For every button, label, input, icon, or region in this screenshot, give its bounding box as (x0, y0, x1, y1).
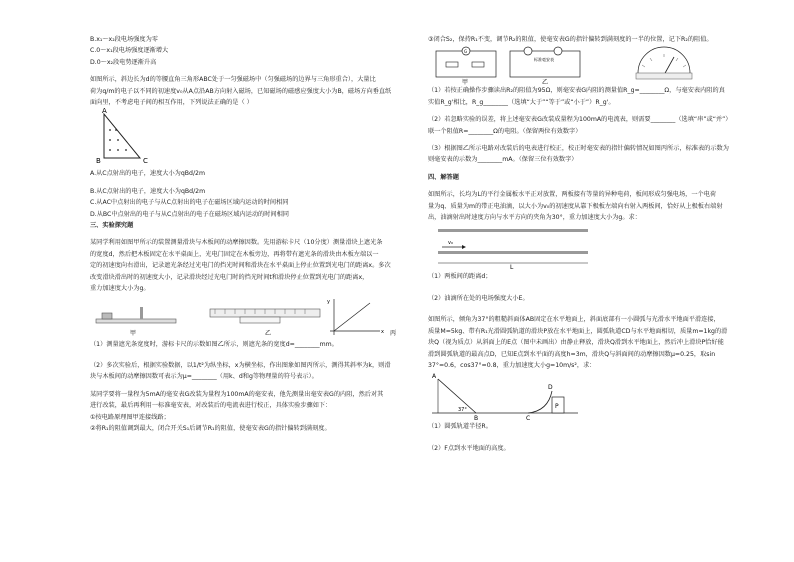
sub-question: 联一个阻值R=________Ω的电阻。（保留两位有效数字） (428, 127, 582, 135)
length-label: L (510, 264, 514, 272)
label-b: B (474, 415, 479, 422)
left-column (90, 34, 420, 434)
circuit-figure (428, 45, 758, 85)
label-c: C (526, 415, 531, 422)
question-text: 如图所示，长均为L的平行金属板水平正对放置，两板接有等量的异种电荷，板间形成匀强电场，一个电荷 (428, 191, 717, 199)
question-text: 进行改装，最后再利用一标准毫安表，对改装后的电流表进行校正，具体实验步骤如下： (90, 402, 332, 410)
axis-x: x (381, 328, 384, 335)
fig-label-yi: 乙 (542, 79, 549, 86)
question-text: ①按电路原理图甲连接线路； (90, 413, 170, 421)
option-c: C.0～x₁段电场强度逐渐增大 (90, 47, 169, 55)
label-b: B (96, 157, 101, 166)
apparatus-figure (90, 295, 420, 339)
sub-question: 块与木板间的动摩擦因数可表示为μ=________（用k、d和g等物理量的符号表示）。 (90, 373, 318, 381)
label-p: P (555, 403, 559, 411)
slope-figure (428, 371, 758, 421)
sub-question: 实值R_g'相比，R_g________（选填“大于”“等于”或“小于”）R_g'。 (428, 98, 615, 106)
question-text: ②将R₁的阻值调到最大，闭合开关S₁后调节R₁的阻值，使毫安表G的指针偏转到满刻度。 (90, 424, 331, 432)
sub-question: （2）多次实验后，根据实验数据，以1/t²为纵坐标，x为横坐标，作出图象如图丙所示，测得其斜率为k，则滑 (90, 361, 391, 369)
question-text: 滑到圆弧轨道的最高点D，已知E点到水平面的高度h=3m，滑块Q与斜面间的动摩擦因数μ=0.25，取sin (428, 350, 716, 358)
question-text: 面向里，不考虑电子间的相互作用，下列说法正确的是（ ） (90, 99, 253, 107)
right-column (428, 34, 758, 454)
section-heading: 四、解答题 (428, 173, 459, 181)
section-heading: 三、实验探究题 (90, 222, 134, 230)
axis-y: y (327, 298, 330, 305)
label-a: A (102, 108, 107, 116)
sub-question: （1）两板间的距离d； (428, 273, 492, 281)
triangle-figure (90, 108, 420, 168)
question-text: 量为q、质量为m的带正电油滴，以大小为v₀的初速度从靠下极板左端向右射入两板间，恰好从上极板右端射 (428, 202, 723, 210)
std-meter-label: 标准毫安表 (534, 57, 554, 63)
plates-figure (428, 223, 758, 271)
option-c: C.从AC中点射出的电子与从C点射出的电子在磁场区域内运动的时间相同 (90, 199, 289, 207)
option-b: B.从C点射出的电子，速度大小为qBd/2m (90, 187, 206, 195)
question-text: 块Q（视为质点）从斜面上的E点（图中未画出）由静止释放，滑块Q滑到水平地面上，然后冲上滑块P恰好能 (428, 339, 724, 347)
sub-question: （1）圆弧轨道半径R。 (428, 423, 492, 431)
question-text: 质量M=5kg、带有R₁光滑圆弧轨道的滑块P放在水平地面上，圆弧轨道CD与水平地面相切，质量m=1kg的滑 (428, 327, 728, 335)
sub-question: （2）油滴所在处的电场强度大小E。 (428, 294, 529, 302)
fig-label-jia: 甲 (130, 329, 137, 337)
question-text: 出，油滴射出时速度方向与水平方向的夹角为30°，重力加速度大小为g。求： (428, 214, 641, 222)
sub-question: （1）若按正确操作步骤读出R₂的阻值为95Ω，则毫安表G内阻的测量值R_g=________Ω，与毫安表内阻的真 (428, 87, 725, 95)
meter-g: G (464, 49, 468, 55)
sub-question: （1）测量遮光条宽度时，游标卡尺的示数如图乙所示，则遮光条的宽度d=________mm。 (90, 340, 338, 348)
question-text: 37°=0.6，cos37°=0.8，重力加速度大小g=10m/s²，求： (428, 361, 596, 369)
v0-label: v₀ (448, 240, 453, 247)
question-text: 定的初速度向右滑出，记录遮光条经过光电门的挡光时间和滑块在水平桌面上停止位置到光电门的距离x。多次 (90, 262, 391, 270)
sub-question: （2）F点到水平地面的高度。 (428, 444, 510, 452)
option-d: D.0～x₂段电势逐渐升高 (90, 58, 157, 66)
step-text: ③闭合S₂，保持R₁不变，调节R₂的阻值，使毫安表G的指针偏转到满刻度的一半的位置，记下R₂的阻值。 (428, 36, 713, 43)
question-text: 的宽度d，然后把木板固定在水平桌面上，光电门固定在木板旁边，再将带有遮光条的滑块由木板左端以一 (90, 250, 379, 258)
label-a: A (432, 373, 437, 381)
question-text: 某同学要将一量程为5mA的毫安表G改装为量程为100mA的毫安表，他先测量出毫安表G的内阻，然后对其 (90, 390, 384, 398)
fig-label-bing: 丙 (390, 329, 397, 337)
label-c: C (143, 157, 148, 166)
option-b: B.x₁～x₂段电场强度为零 (90, 36, 158, 43)
option-a: A.从C点射出的电子，速度大小为qBd/2m (90, 170, 205, 178)
question-text: 某同学利用如图甲所示的装置测量滑块与木板间的动摩擦因数。先用游标卡尺（10分度）测量滑块上遮光条 (90, 239, 383, 247)
angle-label: 37° (458, 407, 467, 414)
question-text: 改变滑块滑出时的初速度大小，记录滑块经过光电门时的挡光时间t和滑块停止位置到光电门的距离x， (90, 273, 369, 281)
question-text: 如图所示，斜边长为d的等腰直角三角形ABC处于一匀强磁场中（匀强磁场的边界与三角形重合），大量比 (90, 76, 376, 84)
sub-question: （3）根据图乙所示电路对改装后的电表进行校正，校正时毫安表的指针偏转情况如图丙所示，标准表的示数为 (428, 145, 729, 153)
option-d: D.从BC中点射出的电子与从C点射出的电子在磁场区域内运动的时间相同 (90, 210, 289, 218)
fig-label-yi: 乙 (265, 329, 272, 337)
sub-question: （2）若忽略实验的误差，将上述毫安表G改装成量程为100mA的电流表，则需要________（选填“串”或“并”） (428, 116, 732, 124)
question-text: 如图所示，倾角为37°的粗糙斜面体AB固定在水平地面上，斜面底部有一小圆弧与光滑水平地面平滑连接， (428, 316, 720, 324)
fig-label-jia: 甲 (462, 79, 469, 86)
sub-question: 则毫安表的示数为________mA。（保留三位有效数字） (428, 156, 578, 164)
question-text: 重力加速度大小为g。 (90, 285, 150, 293)
label-d: D (548, 384, 553, 392)
question-text: 荷为q/m的电子以不同的初速度v₀从A点沿AB方向射入磁场，已知磁场的磁感应强度大小为B，磁场方向垂直纸 (90, 87, 392, 95)
